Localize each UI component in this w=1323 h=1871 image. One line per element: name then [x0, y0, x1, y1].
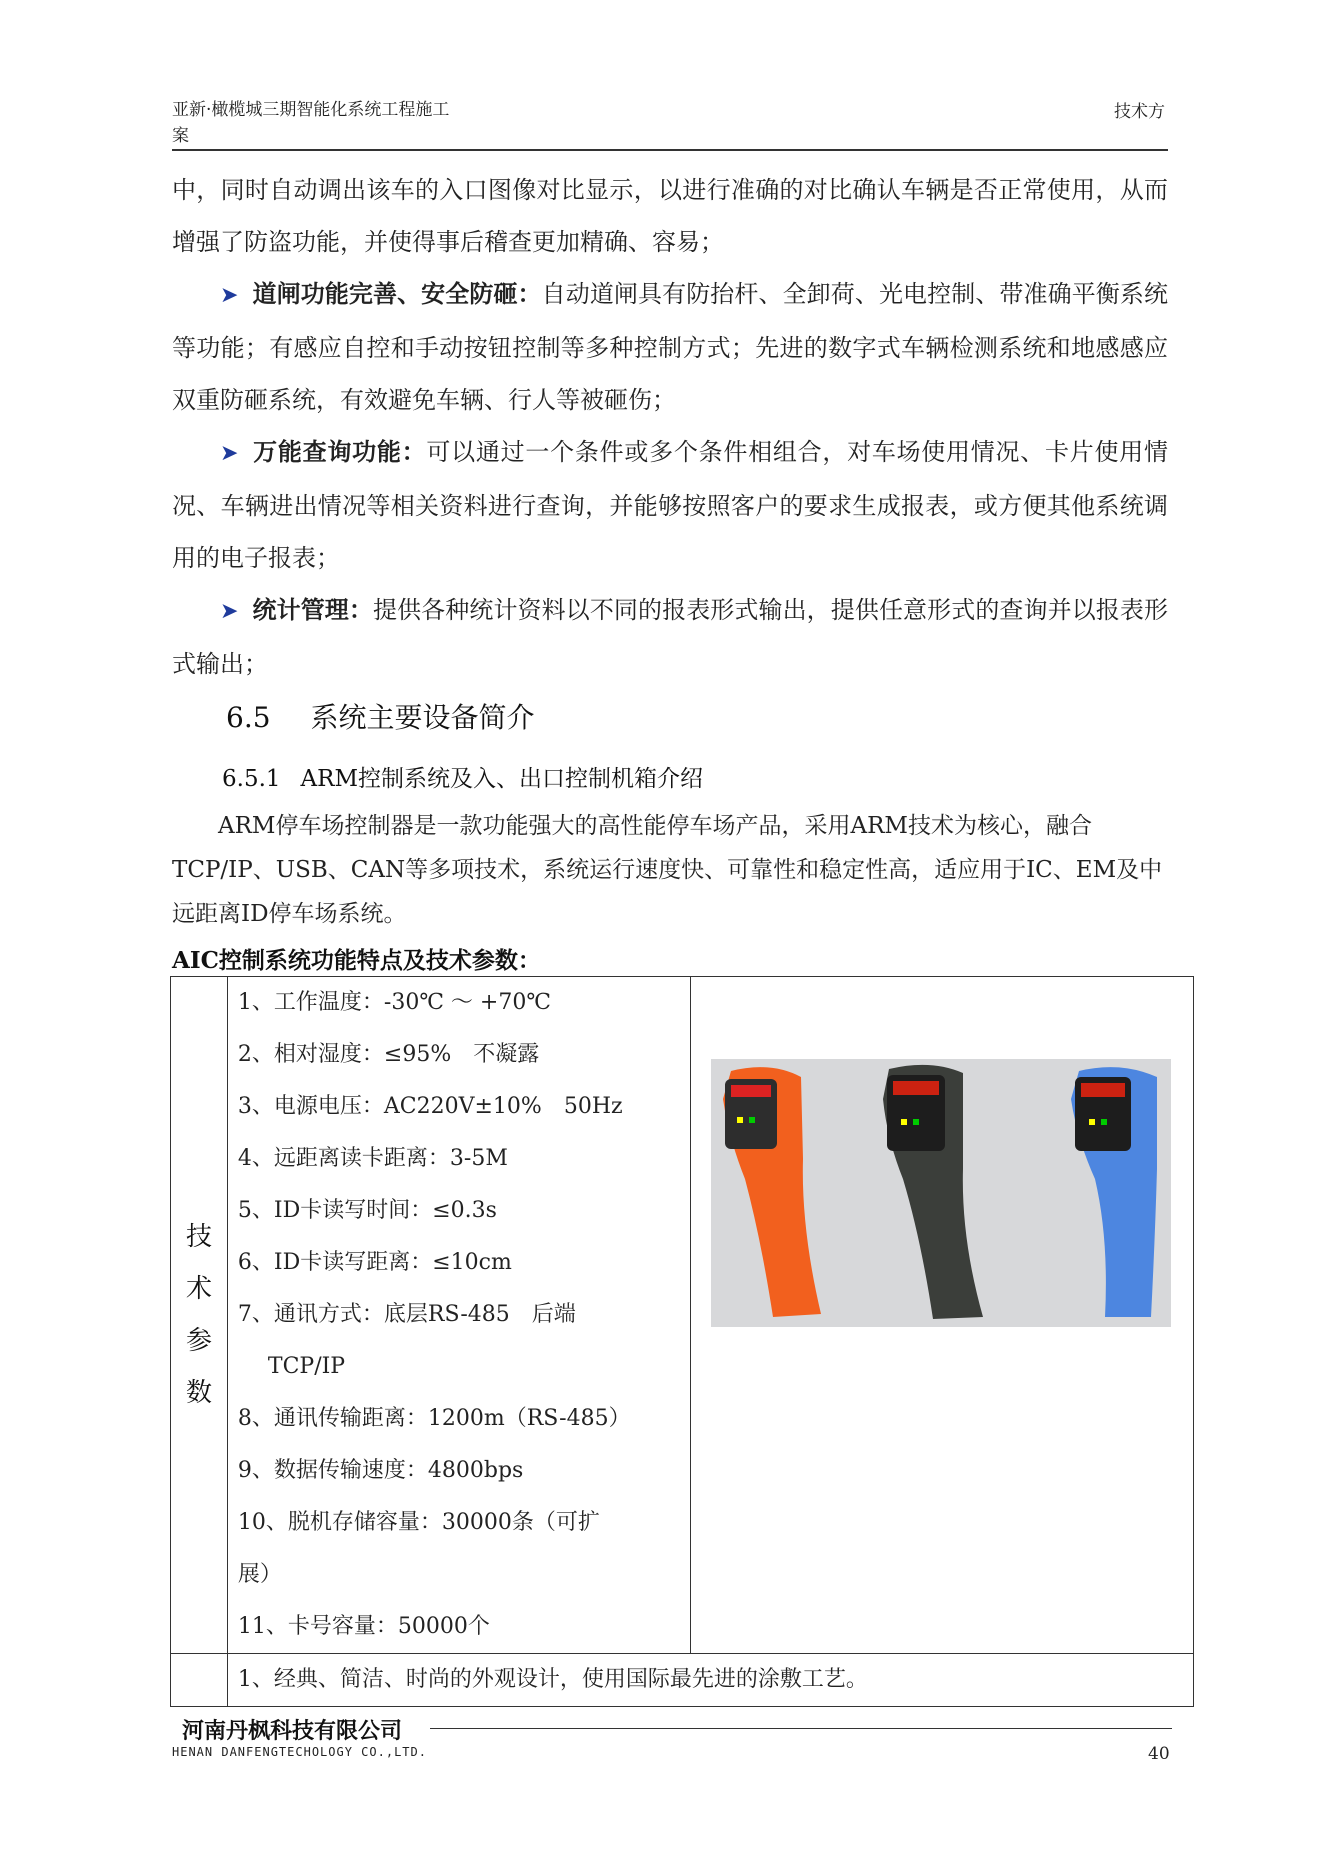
param-item: 1、工作温度：-30℃ ～ +70℃ — [237, 990, 551, 1015]
table-row — [171, 977, 1194, 1654]
arm-intro-paragraph — [172, 804, 1168, 936]
footer-company-english: HENAN DANFENGTECHOLOGY CO.,LTD. — [172, 1745, 427, 1759]
bullet-heading: 统计管理： — [252, 595, 373, 624]
ticket-kiosk-illustration — [711, 1059, 1171, 1327]
param-item: 6、ID卡读写距离：≤10cm — [237, 1250, 512, 1275]
body-text — [172, 164, 1168, 690]
feature-item: 1、经典、简洁、时尚的外观设计，使用国际最先进的涂敷工艺。 — [227, 1654, 1193, 1707]
subsection-heading — [222, 760, 703, 793]
footer-company-name: 河南丹枫科技有限公司 — [182, 1719, 403, 1744]
param-item: 5、ID卡读写时间：≤0.3s — [237, 1198, 497, 1223]
param-item: 9、数据传输速度：4800bps — [237, 1458, 524, 1483]
param-item: 2、相对湿度：≤95% 不凝露 — [237, 1042, 540, 1067]
bullet-text: 提供各种统计资料以不同的报表形式输出，提供任意形式的查询并以报表形式输出； — [172, 596, 1168, 678]
params-list — [227, 977, 690, 1654]
spec-table — [170, 976, 1194, 1707]
section-heading — [226, 696, 535, 736]
running-header-doc-type: 技术方 — [1114, 102, 1165, 122]
arm-intro-text: ARM停车场控制器是一款功能强大的高性能停车场产品，采用ARM技术为核心，融合TCP/IP、USB、CAN等多项技术，系统运行速度快、可靠性和稳定性高，适应用于IC、EM及中远距离ID停车场系统。 — [172, 813, 1163, 927]
param-item: 11、卡号容量：50000个 — [237, 1614, 490, 1639]
arrow-bullet-icon: ➤ — [220, 283, 239, 308]
intro-paragraph: 中，同时自动调出该车的入口图像对比显示，以进行准确的对比确认车辆是否正常使用，从而增强了防盗功能，并使得事后稽查更加精确、容易； — [172, 176, 1168, 256]
label-char: 技 — [185, 1222, 212, 1252]
bullet-text: 自动道闸具有防抬杆、全卸荷、光电控制、带准确平衡系统等功能；有感应自控和手动按钮控制等多种控制方式；先进的数字式车辆检测系统和地感感应双重防砸系统，有效避免车辆、行人等被砸伤； — [172, 280, 1168, 414]
bullet-paragraph-barrier — [172, 268, 1168, 426]
bullet-paragraph-statistics — [172, 584, 1168, 690]
header-title-line2: 案 — [172, 126, 189, 146]
product-photo — [711, 1059, 1171, 1327]
param-item: 10、脱机存储容量：30000条（可扩 — [237, 1510, 600, 1535]
param-item: 7、通讯方式：底层RS-485 后端 — [237, 1302, 576, 1327]
bullet-paragraph-query — [172, 426, 1168, 584]
kiosk-blue — [1071, 1067, 1157, 1317]
param-item: 4、远距离读卡距离：3-5M — [237, 1146, 508, 1171]
header-divider — [172, 149, 1168, 151]
kiosk-orange — [723, 1067, 821, 1317]
footer-divider — [430, 1728, 1172, 1729]
label-char: 数 — [185, 1378, 212, 1408]
running-header-title — [172, 97, 532, 149]
bullet-heading: 道闸功能完善、安全防砸： — [252, 279, 542, 308]
header-title-line1: 亚新·橄榄城三期智能化系统工程施工 — [172, 100, 450, 120]
param-item: TCP/IP — [267, 1354, 346, 1379]
label-char: 参 — [185, 1326, 212, 1356]
page-number: 40 — [1148, 1744, 1170, 1764]
subsection-title: ARM控制系统及入、出口控制机箱介绍 — [300, 766, 704, 792]
label-char: 术 — [185, 1274, 212, 1304]
param-item: 8、通讯传输距离：1200m（RS-485） — [237, 1406, 631, 1431]
table-caption: AIC控制系统功能特点及技术参数： — [172, 947, 541, 974]
subsection-number: 6.5.1 — [222, 766, 281, 792]
section-number: 6.5 — [226, 701, 271, 734]
empty-label-cell — [171, 1654, 228, 1707]
section-title: 系统主要设备简介 — [310, 701, 535, 734]
bullet-heading: 万能查询功能： — [252, 437, 427, 466]
param-item: 展） — [237, 1562, 282, 1587]
param-item: 3、电源电压：AC220V±10% 50Hz — [237, 1094, 623, 1119]
tech-params-label — [171, 977, 228, 1654]
arrow-bullet-icon: ➤ — [220, 599, 239, 624]
bullet-text: 可以通过一个条件或多个条件相组合，对车场使用情况、卡片使用情况、车辆进出情况等相关资料进行查询，并能够按照客户的要求生成报表，或方便其他系统调用的电子报表； — [172, 438, 1169, 572]
kiosk-black — [883, 1065, 983, 1319]
table-row — [171, 1654, 1194, 1707]
product-image-cell — [690, 977, 1193, 1654]
arrow-bullet-icon: ➤ — [220, 441, 239, 466]
